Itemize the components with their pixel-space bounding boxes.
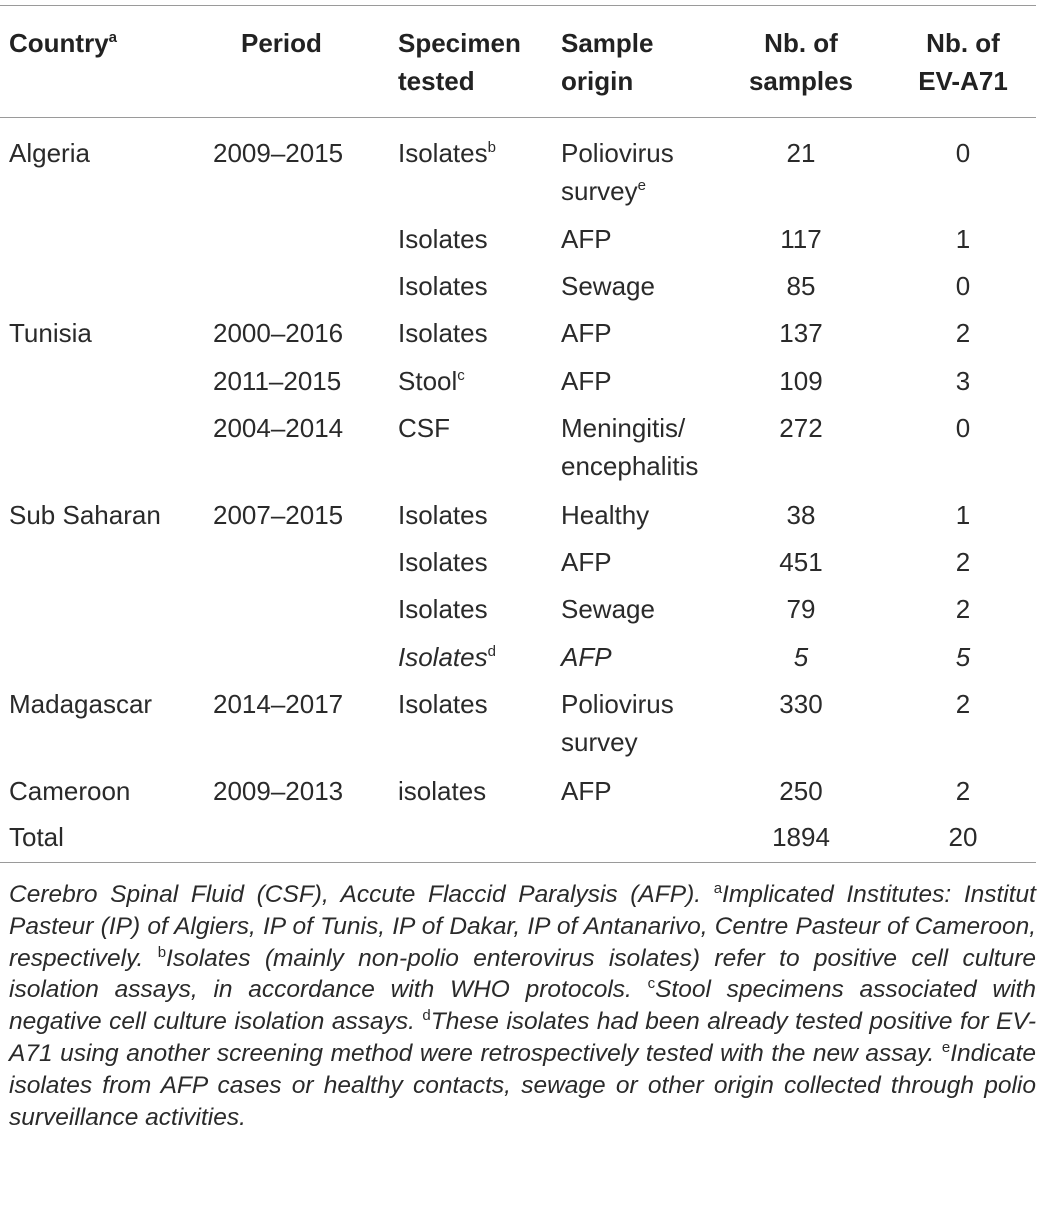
footnote-b-text: Isolates (mainly non-polio enterovirus isolates) refer to positive cell culture isolation assays, in accordance with WHO protocols. bbox=[9, 944, 1036, 1004]
cell-origin: AFP bbox=[561, 642, 612, 672]
cell-ev: 5 bbox=[955, 642, 971, 672]
cell-origin-line2: encephalitis bbox=[561, 451, 699, 481]
cell-samples: 1894 bbox=[772, 822, 830, 852]
header-ev-line1: Nb. of bbox=[926, 28, 1000, 58]
header-origin-line1: Sample bbox=[561, 28, 654, 58]
footnote-mark: c bbox=[647, 975, 656, 993]
cell-period: 2004–2014 bbox=[213, 413, 344, 443]
header-origin bbox=[561, 24, 654, 100]
cell-origin: Healthy bbox=[561, 500, 650, 530]
cell-ev: 2 bbox=[955, 776, 971, 806]
cell-origin bbox=[561, 409, 698, 485]
cell-origin: Sewage bbox=[561, 594, 655, 624]
cell-country: Algeria bbox=[9, 138, 90, 168]
cell-period: 2014–2017 bbox=[213, 689, 344, 719]
cell-specimen: CSF bbox=[398, 413, 450, 443]
cell-specimen: Isolates bbox=[398, 500, 488, 530]
footnote-mark: b bbox=[487, 139, 496, 156]
cell-origin: AFP bbox=[561, 224, 612, 254]
cell-origin-line1: Poliovirus bbox=[561, 689, 674, 719]
cell-ev: 1 bbox=[955, 224, 971, 254]
cell-ev: 20 bbox=[948, 822, 978, 852]
cell-period: 2000–2016 bbox=[213, 318, 344, 348]
cell-country: Tunisia bbox=[9, 318, 92, 348]
cell-ev: 0 bbox=[955, 271, 971, 301]
cell-ev: 2 bbox=[955, 689, 971, 719]
header-origin-line2: origin bbox=[561, 66, 634, 96]
cell-specimen: Isolates bbox=[398, 224, 488, 254]
cell-ev: 2 bbox=[955, 547, 971, 577]
cell-specimen: isolates bbox=[398, 776, 487, 806]
cell-period: 2009–2013 bbox=[213, 776, 344, 806]
cell-origin bbox=[561, 134, 674, 210]
header-ev bbox=[915, 24, 1011, 100]
header-specimen-line2: tested bbox=[398, 66, 475, 96]
header-country-footnote-mark: a bbox=[108, 29, 118, 46]
cell-period: 2009–2015 bbox=[213, 138, 344, 168]
header-samples-line1: Nb. of bbox=[764, 28, 838, 58]
footnote-mark: b bbox=[157, 943, 167, 961]
cell-origin-line2: survey bbox=[561, 727, 638, 757]
footnote-c-text: Stool specimens associated with negative cell culture isolation assays. bbox=[9, 976, 1036, 1036]
cell-specimen bbox=[398, 362, 465, 400]
cell-samples: 250 bbox=[779, 776, 823, 806]
cell-specimen bbox=[398, 134, 496, 172]
header-country-label: Country bbox=[9, 28, 109, 58]
cell-samples: 272 bbox=[779, 413, 823, 443]
cell-samples: 79 bbox=[786, 594, 816, 624]
cell-samples: 109 bbox=[779, 366, 823, 396]
cell-country: Madagascar bbox=[9, 689, 153, 719]
cell-specimen-text: Stool bbox=[398, 366, 458, 396]
cell-origin-line1: Poliovirus bbox=[561, 138, 674, 168]
cell-samples: 137 bbox=[779, 318, 823, 348]
footnote-e-text: Indicate isolates from AFP cases or healthy contacts, sewage or other origin collected through polio surveillance activities. bbox=[9, 1039, 1036, 1131]
cell-ev: 2 bbox=[955, 594, 971, 624]
header-samples bbox=[740, 24, 862, 100]
cell-origin: AFP bbox=[561, 547, 612, 577]
cell-specimen: Isolates bbox=[398, 318, 488, 348]
cell-ev: 3 bbox=[955, 366, 971, 396]
cell-period: 2011–2015 bbox=[213, 366, 342, 396]
cell-samples: 85 bbox=[786, 271, 816, 301]
cell-origin-line2-text: survey bbox=[561, 176, 638, 206]
cell-ev: 0 bbox=[955, 413, 971, 443]
cell-specimen: Isolates bbox=[398, 594, 488, 624]
footnote-intro: Cerebro Spinal Fluid (CSF), Accute Flaccid Paralysis (AFP). bbox=[9, 881, 714, 908]
cell-origin-line2 bbox=[561, 172, 674, 210]
cell-ev: 2 bbox=[955, 318, 971, 348]
cell-ev: 1 bbox=[955, 500, 971, 530]
cell-origin: AFP bbox=[561, 776, 612, 806]
footnote-mark: e bbox=[941, 1038, 951, 1056]
header-country bbox=[9, 24, 117, 67]
header-specimen-line1: Specimen bbox=[398, 28, 521, 58]
cell-samples: 451 bbox=[779, 547, 823, 577]
cell-samples: 5 bbox=[793, 642, 809, 672]
cell-origin: Sewage bbox=[561, 271, 655, 301]
cell-specimen-text: Isolates bbox=[398, 138, 488, 168]
cell-origin: AFP bbox=[561, 318, 612, 348]
header-rule bbox=[0, 117, 1036, 118]
table-footnote bbox=[9, 879, 1036, 1133]
cell-specimen: Isolates bbox=[398, 271, 488, 301]
cell-origin-line1: Meningitis/ bbox=[561, 413, 686, 443]
cell-specimen-text: Isolates bbox=[398, 642, 488, 672]
footnote-a-text: Implicated Institutes: Institut Pasteur (IP) of Algiers, IP of Tunis, IP of Dakar, IP of Antanarivo, Centre Pasteur of Cameroon, respectively. bbox=[9, 881, 1036, 972]
footnote-mark: d bbox=[487, 643, 496, 660]
footnote-mark: c bbox=[457, 367, 465, 384]
cell-ev: 0 bbox=[955, 138, 971, 168]
header-samples-line2: samples bbox=[748, 66, 854, 96]
footnote-mark: a bbox=[713, 880, 723, 897]
header-ev-line2: EV-A71 bbox=[918, 66, 1008, 96]
cell-country: Cameroon bbox=[9, 776, 131, 806]
cell-country: Sub Saharan bbox=[9, 500, 161, 530]
cell-samples: 21 bbox=[786, 138, 816, 168]
bottom-rule bbox=[0, 862, 1036, 863]
cell-samples: 330 bbox=[779, 689, 823, 719]
cell-samples: 38 bbox=[786, 500, 816, 530]
cell-origin bbox=[561, 685, 674, 761]
cell-country: Total bbox=[9, 822, 64, 852]
header-period: Period bbox=[241, 28, 322, 58]
header-specimen bbox=[398, 24, 521, 100]
footnote-mark: e bbox=[637, 177, 646, 194]
cell-specimen bbox=[398, 638, 496, 676]
cell-specimen: Isolates bbox=[398, 547, 488, 577]
cell-period: 2007–2015 bbox=[213, 500, 344, 530]
top-rule bbox=[0, 5, 1036, 6]
cell-samples: 117 bbox=[780, 224, 822, 254]
footnote-d-text: These isolates had been already tested positive for EV-A71 using another screening method were retrospectively tested with the new assay. bbox=[9, 1008, 1036, 1067]
cell-specimen: Isolates bbox=[398, 689, 488, 719]
footnote-mark: d bbox=[422, 1007, 431, 1025]
cell-origin: AFP bbox=[561, 366, 612, 396]
